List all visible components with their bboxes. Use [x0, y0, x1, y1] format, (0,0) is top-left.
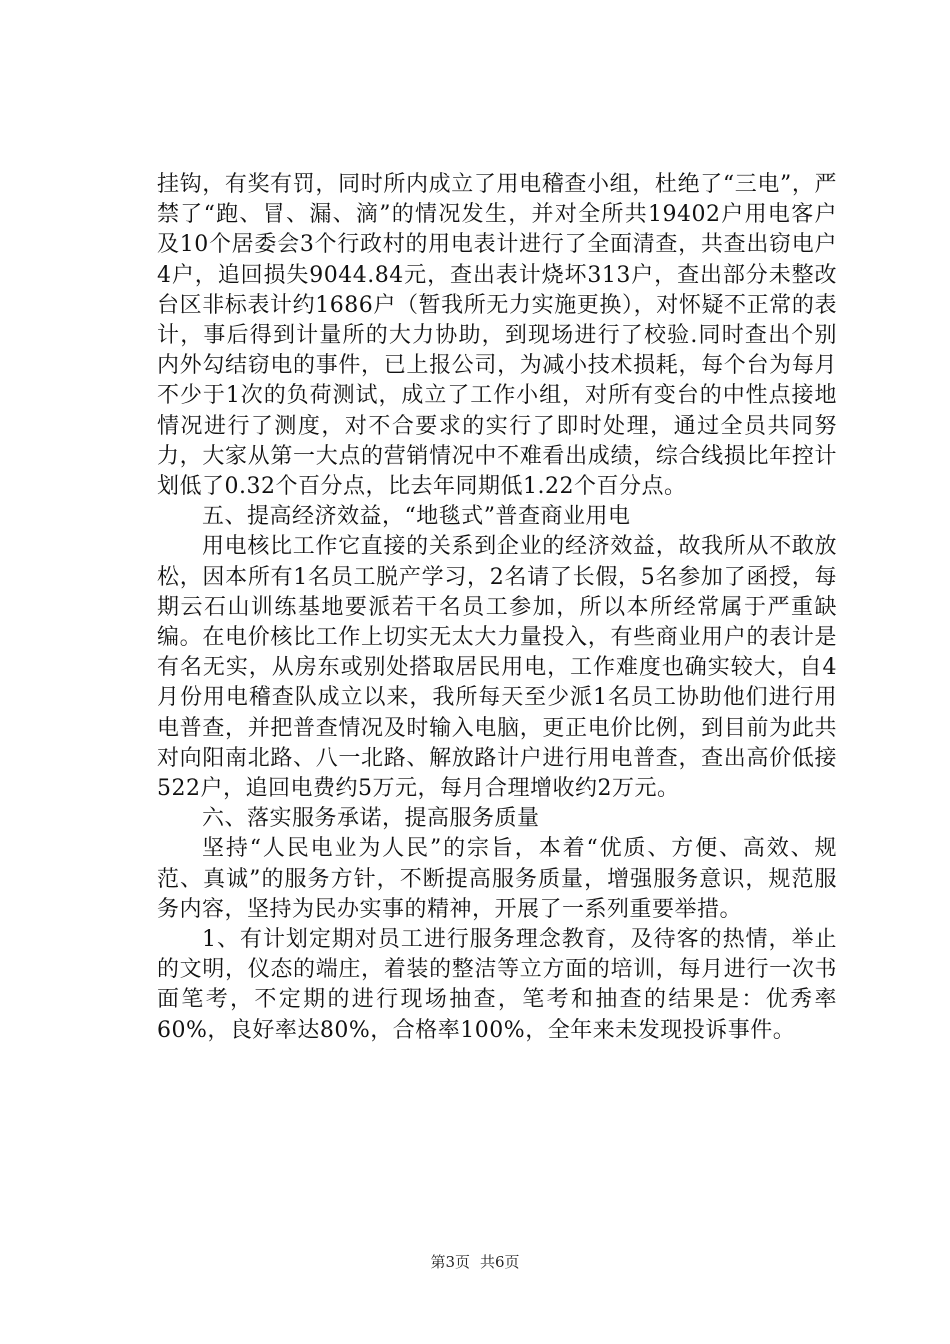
page-total: 共6页: [480, 1253, 520, 1271]
paragraph-continuation: 挂钩，有奖有罚，同时所内成立了用电稽查小组，杜绝了“三电”，严禁了“跑、冒、漏、滴”的情况发生，并对全所共19402户用电客户及10个居委会3个行政村的用电表计进行了全面清查，共查出窃电户4户，追回损失9044.84元，查出表计烧坏313户，查出部分未整改台区非标表计约1686户（暂我所无力实施更换），对怀疑不正常的表计，事后得到计量所的大力协助，到现场进行了校验.同时查出个别内外勾结窃电的事件，已上报公司，为减小技术损耗，每个台为每月不少于1次的负荷测试，成立了工作小组，对所有变台的中性点接地情况进行了测度，对不合要求的实行了即时处理，通过全员共同努力，大家从第一大点的营销情况中不难看出成绩，综合线损比年控计划低了0.32个百分点，比去年同期低1.22个百分点。: [157, 172, 837, 500]
paragraph-item-1: 1、有计划定期对员工进行服务理念教育，及待客的热情，举止的文明，仪态的端庄，着装的整洁等立方面的培训，每月进行一次书面笔考，不定期的进行现场抽查，笔考和抽查的结果是：优秀率60%，良好率达80%，合格率100%，全年来未发现投诉事件。: [157, 927, 837, 1043]
page-footer: [0, 1252, 950, 1272]
section-heading-6: 六、落实服务承诺，提高服务质量: [202, 806, 540, 832]
body-text: [157, 170, 837, 1046]
paragraph-section-6: 坚持“人民电业为人民”的宗旨，本着“优质、方便、高效、规范、真诚”的服务方针，不断提高服务质量，增强服务意识，规范服务内容，坚持为民办实事的精神，开展了一系列重要举措。: [157, 836, 837, 922]
page-number: 第3页: [430, 1253, 470, 1271]
section-heading-5: 五、提高经济效益，“地毯式”普查商业用电: [202, 504, 631, 530]
paragraph-section-5: 用电核比工作它直接的关系到企业的经济效益，故我所从不敢放松，因本所有1名员工脱产学习，2名请了长假，5名参加了函授，每期云石山训练基地要派若干名员工参加，所以本所经常属于严重缺编。在电价核比工作上切实无太大力量投入，有些商业用户的表计是有名无实，从房东或别处搭取居民用电，工作难度也确实较大，自4月份用电稽查队成立以来，我所每天至少派1名员工协助他们进行用电普查，并把普查情况及时输入电脑，更正电价比例，到目前为此共对向阳南北路、八一北路、解放路计户进行用电普查，查出高价低接522户，追回电费约5万元，每月合理增收约2万元。: [157, 534, 837, 802]
